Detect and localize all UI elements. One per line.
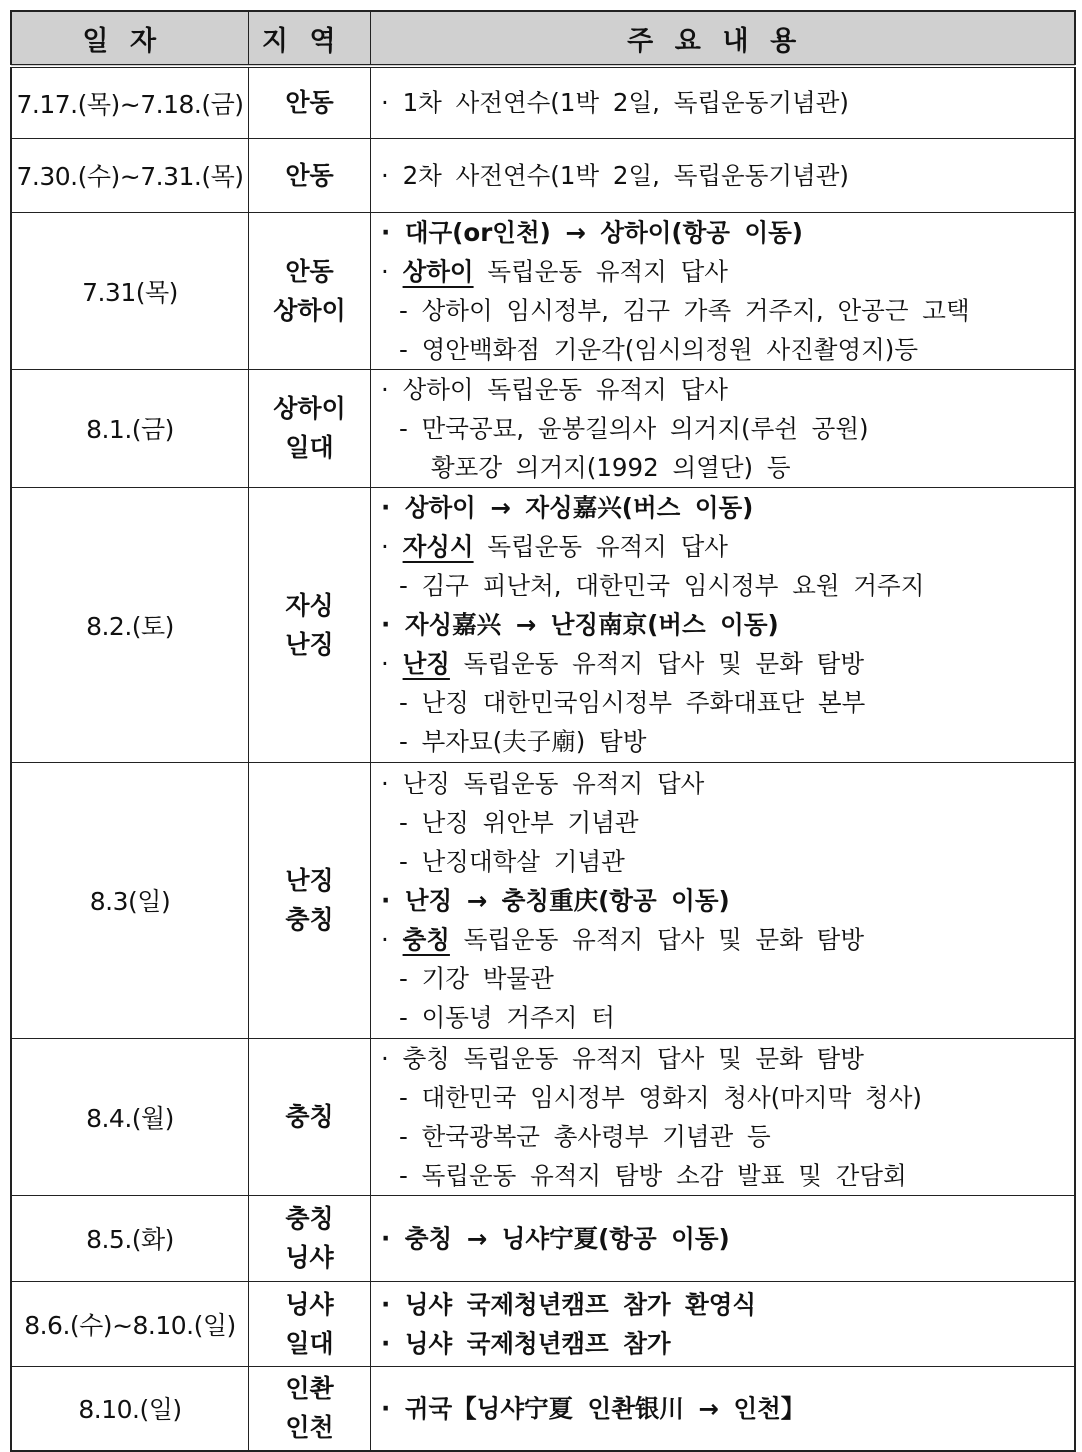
header-date: 일자: [11, 11, 249, 66]
region-cell: [249, 369, 371, 487]
region-label: 안동: [285, 256, 334, 286]
region-cell: [249, 212, 371, 369]
bullet: ·: [381, 88, 403, 118]
bullet: -: [399, 413, 422, 443]
line-text: 2차 사전연수(1박 2일, 독립운동기념관): [402, 160, 849, 190]
date-cell: 8.5.(화): [11, 1195, 249, 1281]
line-text: 독립운동 유적지 답사: [473, 256, 728, 286]
line-text: 황포강 의거지(1992 의열단) 등: [431, 452, 791, 482]
line-text: 난징 독립운동 유적지 답사: [402, 768, 705, 798]
content-cell: [371, 1038, 1076, 1195]
underlined-place: 상하이: [402, 256, 474, 286]
line-text: 독립운동 유적지 탐방 소감 발표 및 간담회: [421, 1160, 907, 1190]
content-cell: [371, 138, 1076, 212]
line-text: 한국광복군 총사령부 기념관 등: [421, 1121, 771, 1151]
content-line: [381, 644, 1074, 683]
content-line: [381, 722, 1074, 761]
line-text: 자싱嘉兴 → 난징南京(버스 이동): [404, 610, 779, 639]
bullet: ·: [381, 610, 405, 639]
bullet: ·: [381, 1043, 403, 1073]
region-label: 안동: [285, 88, 334, 118]
line-text: 만국공묘, 윤봉길의사 의거지(루쉰 공원): [421, 413, 869, 443]
line-text: 기강 박물관: [421, 963, 554, 993]
content-line: [381, 1219, 1074, 1258]
bullet: ·: [381, 649, 403, 678]
region-label: 일대: [285, 433, 334, 462]
content-line: [381, 1078, 1074, 1117]
content-line: [381, 252, 1074, 291]
line-text: 독립운동 유적지 답사: [473, 532, 728, 561]
content-cell: [371, 1281, 1076, 1366]
table-row: [11, 1366, 1075, 1451]
content-cell: [371, 1195, 1076, 1281]
bullet: ·: [381, 1223, 405, 1253]
bullet: -: [399, 1121, 422, 1151]
line-text: 난징 위안부 기념관: [421, 807, 639, 837]
bullet: -: [399, 727, 422, 756]
date-cell: 7.31(목): [11, 212, 249, 369]
content-line: [381, 213, 1074, 252]
header-row: [11, 11, 1075, 66]
date-cell: 8.6.(수)~8.10.(일): [11, 1281, 249, 1366]
content-line: [381, 764, 1074, 803]
content-line: [381, 1039, 1074, 1078]
content-line: [381, 1389, 1074, 1428]
content-line: [381, 1324, 1074, 1363]
line-text: 대한민국 임시정부 영화지 청사(마지막 청사): [421, 1082, 922, 1112]
line-text: 영안백화점 기운각(임시의정원 사진촬영지)등: [421, 334, 919, 364]
bullet: ·: [381, 256, 403, 286]
region-cell: [249, 1038, 371, 1195]
content-line: [381, 488, 1074, 527]
region-label: 난징: [285, 866, 334, 895]
line-text: 귀국【닝샤宁夏 인촨银川 → 인천】: [404, 1393, 806, 1423]
region-label: 상하이: [273, 295, 346, 325]
line-text: 독립운동 유적지 답사 및 문화 탐방: [449, 649, 864, 678]
underlined-place: 충칭: [402, 924, 450, 954]
region-cell: [249, 66, 371, 138]
bullet: ·: [381, 924, 403, 954]
region-label: 충칭: [285, 905, 334, 934]
content-line: [381, 409, 1074, 448]
bullet: -: [399, 1082, 422, 1112]
line-text: 난징대학살 기념관: [421, 846, 625, 876]
region-label: 자싱: [285, 590, 334, 620]
content-line: [381, 803, 1074, 842]
line-text: 충칭 독립운동 유적지 답사 및 문화 탐방: [402, 1043, 864, 1073]
table-row: [11, 66, 1075, 138]
content-cell: [371, 212, 1076, 369]
content-line: [381, 959, 1074, 998]
content-line: [381, 1117, 1074, 1156]
region-cell: [249, 1281, 371, 1366]
region-label: 일대: [285, 1328, 334, 1358]
bullet: -: [399, 1002, 422, 1032]
underlined-place: 난징: [402, 649, 450, 678]
content-line: [381, 998, 1074, 1037]
content-line: [381, 527, 1074, 566]
bullet: ·: [381, 374, 403, 404]
line-text: 부자묘(夫子廟) 탐방: [421, 727, 647, 756]
content-line: [381, 683, 1074, 722]
content-line: [381, 83, 1074, 122]
region-cell: [249, 138, 371, 212]
bullet: ·: [381, 1328, 405, 1358]
line-text: 난징 → 충칭重庆(항공 이동): [404, 885, 730, 915]
line-text: 난징 대한민국임시정부 주화대표단 본부: [421, 688, 866, 717]
content-line: [381, 566, 1074, 605]
line-text: 대구(or인천) → 상하이(항공 이동): [404, 217, 803, 247]
bullet: -: [399, 1160, 422, 1190]
content-line: [381, 1285, 1074, 1324]
table-row: [11, 1038, 1075, 1195]
date-cell: 8.3(일): [11, 762, 249, 1038]
region-label: 닝샤: [285, 1243, 334, 1272]
bullet: ·: [381, 885, 405, 915]
bullet: -: [399, 688, 422, 717]
content-cell: [371, 369, 1076, 487]
itinerary-table: [10, 10, 1076, 1452]
content-line: [381, 448, 1074, 487]
region-cell: [249, 1366, 371, 1451]
line-text: 1차 사전연수(1박 2일, 독립운동기념관): [402, 88, 849, 118]
bullet: ·: [381, 768, 403, 798]
content-cell: [371, 487, 1076, 762]
region-cell: [249, 1195, 371, 1281]
bullet: ·: [381, 1289, 405, 1319]
bullet: -: [399, 295, 422, 325]
header-region: 지역: [249, 11, 371, 66]
table-row: [11, 487, 1075, 762]
bullet: ·: [381, 493, 405, 522]
date-cell: 8.1.(금): [11, 369, 249, 487]
bullet: ·: [381, 160, 403, 190]
header-content: 주요내용: [371, 11, 1076, 66]
content-line: [381, 370, 1074, 409]
line-text: 독립운동 유적지 답사 및 문화 탐방: [449, 924, 864, 954]
content-cell: [371, 66, 1076, 138]
content-line: [381, 291, 1074, 330]
line-text: 닝샤 국제청년캠프 참가: [404, 1328, 671, 1358]
line-text: 충칭 → 닝샤宁夏(항공 이동): [404, 1223, 730, 1253]
line-text: 닝샤 국제청년캠프 참가 환영식: [404, 1289, 757, 1319]
table-row: [11, 1281, 1075, 1366]
region-label: 난징: [285, 629, 334, 659]
line-text: 상하이 임시정부, 김구 가족 거주지, 안공근 고택: [421, 295, 970, 325]
line-text: 김구 피난처, 대한민국 임시정부 요원 거주지: [421, 571, 925, 600]
content-line: [381, 1156, 1074, 1195]
region-label: 인천: [285, 1413, 334, 1443]
date-cell: 7.17.(목)~7.18.(금): [11, 66, 249, 138]
table-row: [11, 138, 1075, 212]
region-label: 충칭: [285, 1204, 334, 1233]
bullet: ·: [381, 217, 405, 247]
date-cell: 7.30.(수)~7.31.(목): [11, 138, 249, 212]
bullet: -: [399, 846, 422, 876]
bullet: -: [399, 963, 422, 993]
table-row: [11, 212, 1075, 369]
table-row: [11, 369, 1075, 487]
bullet: ·: [381, 532, 403, 561]
bullet: -: [399, 571, 422, 600]
table-row: [11, 1195, 1075, 1281]
region-label: 인촨: [285, 1374, 334, 1404]
line-text: 이동녕 거주지 터: [421, 1002, 615, 1032]
content-line: [381, 605, 1074, 644]
region-label: 상하이: [273, 394, 346, 423]
region-label: 닝샤: [285, 1289, 334, 1319]
region-cell: [249, 762, 371, 1038]
bullet: ·: [381, 1393, 405, 1423]
bullet: -: [399, 334, 422, 364]
date-cell: 8.4.(월): [11, 1038, 249, 1195]
line-text: 상하이 독립운동 유적지 답사: [402, 374, 728, 404]
content-line: [381, 330, 1074, 369]
content-line: [381, 881, 1074, 920]
bullet: -: [399, 807, 422, 837]
content-cell: [371, 1366, 1076, 1451]
line-text: 상하이 → 자싱嘉兴(버스 이동): [404, 493, 754, 522]
region-cell: [249, 487, 371, 762]
date-cell: 8.10.(일): [11, 1366, 249, 1451]
underlined-place: 자싱시: [402, 532, 474, 561]
content-cell: [371, 762, 1076, 1038]
content-line: [381, 156, 1074, 195]
content-line: [381, 920, 1074, 959]
region-label: 안동: [285, 160, 334, 190]
region-label: 충칭: [285, 1102, 334, 1131]
date-cell: 8.2.(토): [11, 487, 249, 762]
content-line: [381, 842, 1074, 881]
table-row: [11, 762, 1075, 1038]
